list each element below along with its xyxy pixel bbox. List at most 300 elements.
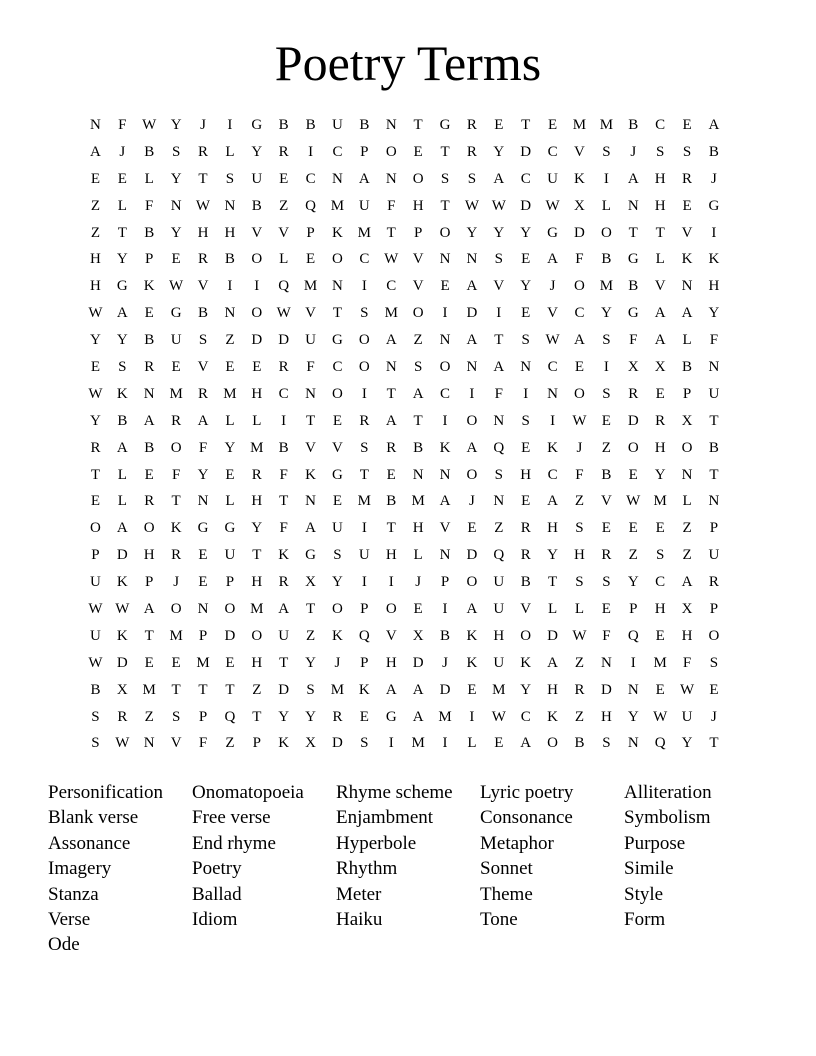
- grid-letter: R: [655, 412, 666, 429]
- grid-letter: L: [413, 547, 423, 564]
- grid-letter: B: [144, 143, 155, 160]
- word-list-item: Haiku: [336, 908, 383, 930]
- grid-letter: D: [520, 143, 532, 160]
- grid-letter: R: [466, 117, 477, 133]
- grid-letter: N: [439, 547, 451, 564]
- grid-letter: V: [305, 439, 316, 456]
- grid-letter: O: [627, 439, 639, 456]
- grid-letter: A: [305, 520, 316, 537]
- grid-letter: A: [493, 359, 505, 376]
- grid-letter: K: [332, 627, 343, 644]
- grid-letter: E: [574, 359, 585, 376]
- grid-letter: J: [468, 493, 475, 510]
- grid-letter: V: [385, 627, 397, 644]
- grid-letter: R: [171, 412, 182, 429]
- grid-letter: Z: [682, 520, 692, 537]
- grid-letter: B: [90, 681, 101, 698]
- grid-letter: N: [627, 197, 639, 214]
- grid-letter: A: [574, 332, 585, 349]
- grid-letter: C: [520, 170, 531, 187]
- grid-letter: Z: [279, 197, 289, 214]
- grid-letter: W: [545, 332, 560, 349]
- word-list-item: Rhythm: [336, 858, 398, 880]
- grid-letter: H: [547, 520, 558, 537]
- word-list-item: Alliteration: [624, 782, 712, 803]
- grid-letter: T: [171, 493, 181, 510]
- grid-letter: O: [708, 627, 720, 644]
- grid-letter: X: [681, 412, 693, 429]
- grid-letter: E: [655, 627, 665, 644]
- word-list-item: Imagery: [48, 858, 112, 880]
- grid-letter: N: [412, 466, 424, 483]
- grid-letter: O: [466, 412, 478, 429]
- grid-letter: E: [171, 251, 181, 268]
- grid-letter: P: [440, 574, 450, 591]
- grid-letter: E: [655, 681, 665, 698]
- grid-letter: O: [385, 601, 397, 618]
- grid-letter: P: [360, 601, 369, 618]
- grid-letter: L: [682, 493, 692, 510]
- grid-letter: T: [225, 681, 235, 698]
- grid-letter: A: [654, 332, 666, 349]
- grid-letter: B: [628, 117, 639, 133]
- grid-letter: C: [359, 251, 370, 268]
- grid-letter: S: [602, 574, 611, 591]
- grid-letter: N: [627, 681, 639, 698]
- grid-letter: S: [91, 735, 100, 752]
- grid-letter: K: [358, 681, 370, 698]
- grid-letter: G: [197, 520, 209, 537]
- grid-letter: K: [466, 654, 478, 671]
- grid-letter: U: [358, 197, 370, 214]
- grid-letter: Y: [305, 708, 316, 725]
- grid-letter: O: [224, 601, 236, 618]
- grid-letter: I: [442, 305, 448, 322]
- grid-letter: V: [412, 278, 424, 295]
- grid-letter: R: [278, 359, 289, 376]
- grid-letter: A: [412, 708, 424, 725]
- grid-letter: V: [305, 305, 316, 322]
- grid-letter: O: [520, 627, 532, 644]
- grid-letter: A: [547, 654, 558, 671]
- grid-letter: Y: [493, 224, 505, 241]
- grid-letter: Z: [574, 654, 585, 671]
- grid-letter: P: [198, 708, 208, 725]
- grid-letter: I: [469, 708, 475, 725]
- grid-letter: S: [602, 332, 611, 349]
- grid-letter: S: [602, 143, 611, 160]
- grid-letter: U: [708, 547, 720, 564]
- grid-letter: N: [197, 493, 209, 510]
- grid-letter: I: [388, 574, 394, 591]
- grid-letter: A: [547, 493, 558, 510]
- grid-letter: U: [224, 547, 236, 564]
- grid-letter: A: [385, 412, 397, 429]
- grid-letter: Z: [225, 735, 235, 752]
- grid-letter: N: [439, 251, 451, 268]
- grid-letter: Y: [90, 412, 101, 429]
- grid-letter: Y: [305, 654, 316, 671]
- grid-letter: S: [494, 251, 503, 268]
- grid-letter: E: [601, 520, 611, 537]
- grid-letter: E: [90, 359, 101, 376]
- grid-letter: K: [681, 251, 693, 268]
- grid-letter: E: [144, 654, 154, 671]
- grid-letter: J: [415, 574, 422, 591]
- grid-letter: Q: [224, 708, 236, 725]
- grid-letter: Y: [116, 332, 128, 349]
- grid-letter: H: [547, 681, 558, 698]
- grid-letter: E: [332, 493, 343, 510]
- grid-letter: E: [225, 466, 235, 483]
- grid-letter: U: [493, 654, 505, 671]
- grid-letter: N: [143, 385, 155, 402]
- grid-letter: Q: [493, 547, 505, 564]
- grid-letter: Y: [547, 547, 558, 564]
- grid-letter: S: [225, 170, 235, 187]
- grid-letter: D: [116, 654, 128, 671]
- grid-letter: I: [227, 278, 233, 295]
- grid-letter: E: [198, 574, 208, 591]
- grid-letter: E: [171, 654, 181, 671]
- grid-letter: T: [413, 117, 423, 133]
- grid-letter: P: [306, 224, 315, 241]
- word-list-item: Style: [624, 883, 664, 905]
- grid-letter: A: [385, 332, 397, 349]
- grid-letter: A: [466, 439, 478, 456]
- grid-letter: R: [278, 143, 289, 160]
- grid-letter: E: [198, 547, 208, 564]
- grid-letter: I: [469, 385, 475, 402]
- grid-letter: T: [252, 708, 262, 725]
- grid-letter: X: [116, 681, 128, 698]
- grid-letter: U: [358, 547, 370, 564]
- grid-letter: D: [332, 735, 343, 752]
- grid-letter: H: [412, 520, 424, 537]
- grid-letter: T: [655, 224, 665, 241]
- word-list-item: Rhyme scheme: [336, 782, 453, 803]
- grid-letter: U: [305, 332, 316, 349]
- grid-letter: L: [225, 143, 235, 160]
- grid-letter: R: [386, 439, 397, 456]
- grid-letter: B: [601, 466, 612, 483]
- grid-letter: G: [627, 305, 639, 322]
- grid-letter: M: [653, 654, 667, 671]
- grid-letter: O: [90, 520, 101, 537]
- grid-letter: L: [548, 601, 558, 618]
- grid-letter: B: [628, 278, 639, 295]
- grid-letter: Y: [466, 224, 478, 241]
- grid-letter: D: [251, 332, 263, 349]
- grid-letter: G: [305, 547, 316, 564]
- word-list-item: Metaphor: [480, 832, 554, 854]
- page-title: Poetry Terms: [274, 35, 542, 91]
- grid-letter: N: [197, 601, 209, 618]
- grid-letter: O: [332, 251, 343, 268]
- grid-letter: K: [520, 654, 532, 671]
- grid-letter: F: [575, 466, 584, 483]
- grid-letter: A: [547, 251, 558, 268]
- grid-letter: D: [412, 654, 424, 671]
- grid-letter: S: [467, 170, 477, 187]
- grid-letter: C: [655, 574, 666, 591]
- grid-letter: A: [466, 278, 478, 295]
- grid-letter: M: [357, 493, 372, 510]
- grid-letter: R: [682, 170, 693, 187]
- grid-letter: H: [654, 197, 666, 214]
- grid-letter: Q: [305, 197, 316, 214]
- grid-letter: B: [144, 332, 155, 349]
- grid-letter: W: [679, 681, 695, 698]
- grid-letter: L: [225, 412, 235, 429]
- grid-letter: R: [574, 681, 585, 698]
- grid-letter: M: [250, 439, 264, 456]
- grid-letter: H: [251, 574, 263, 591]
- grid-letter: O: [439, 224, 451, 241]
- word-list-item: Lyric poetry: [480, 782, 574, 803]
- grid-letter: Y: [681, 735, 693, 752]
- grid-letter: B: [144, 439, 155, 456]
- grid-letter: C: [520, 708, 531, 725]
- grid-letter: P: [198, 627, 208, 644]
- grid-letter: G: [332, 466, 343, 483]
- grid-letter: Z: [144, 708, 154, 725]
- grid-letter: R: [601, 547, 612, 564]
- grid-letter: U: [493, 574, 505, 591]
- grid-letter: E: [467, 681, 477, 698]
- grid-letter: Y: [224, 439, 236, 456]
- grid-letter: V: [600, 493, 612, 510]
- grid-letter: H: [520, 466, 532, 483]
- grid-letter: S: [198, 332, 208, 349]
- grid-letter: K: [439, 439, 451, 456]
- grid-letter: R: [520, 547, 531, 564]
- grid-letter: O: [412, 305, 424, 322]
- grid-letter: C: [655, 117, 666, 133]
- grid-letter: L: [117, 197, 127, 214]
- grid-letter: S: [333, 547, 342, 564]
- grid-letter: H: [143, 547, 155, 564]
- grid-letter: F: [494, 385, 503, 402]
- grid-letter: A: [412, 681, 424, 698]
- grid-letter: V: [547, 305, 558, 322]
- grid-letter: A: [681, 305, 693, 322]
- grid-letter: T: [359, 466, 369, 483]
- grid-letter: Z: [628, 547, 638, 564]
- grid-letter: R: [198, 385, 209, 402]
- grid-letter: Z: [90, 197, 101, 214]
- grid-letter: L: [655, 251, 665, 268]
- grid-letter: T: [386, 224, 396, 241]
- grid-letter: O: [466, 574, 478, 591]
- grid-letter: V: [251, 224, 263, 241]
- grid-letter: T: [279, 654, 289, 671]
- grid-letter: W: [626, 493, 641, 510]
- grid-letter: H: [654, 439, 666, 456]
- grid-letter: U: [547, 170, 558, 187]
- grid-letter: W: [88, 305, 103, 322]
- grid-letter: V: [493, 278, 505, 295]
- grid-letter: F: [171, 466, 181, 483]
- grid-letter: P: [360, 143, 369, 160]
- grid-letter: H: [654, 601, 666, 618]
- grid-letter: W: [491, 197, 506, 214]
- grid-letter: E: [601, 601, 611, 618]
- grid-letter: T: [305, 412, 316, 429]
- grid-letter: D: [439, 681, 451, 698]
- grid-letter: O: [385, 143, 397, 160]
- grid-letter: E: [386, 466, 396, 483]
- grid-letter: C: [547, 359, 558, 376]
- grid-letter: N: [305, 493, 316, 510]
- grid-letter: F: [118, 117, 127, 133]
- grid-letter: L: [117, 493, 127, 510]
- word-list-item: Verse: [48, 908, 91, 930]
- grid-letter: L: [117, 466, 127, 483]
- grid-letter: N: [224, 305, 236, 322]
- grid-letter: B: [708, 439, 719, 456]
- grid-letter: K: [547, 439, 558, 456]
- grid-letter: M: [169, 627, 183, 644]
- grid-letter: S: [360, 735, 369, 752]
- grid-letter: Y: [708, 305, 720, 322]
- grid-letter: L: [467, 735, 477, 752]
- grid-letter: R: [90, 439, 101, 456]
- grid-letter: M: [303, 278, 318, 295]
- grid-letter: V: [681, 224, 693, 241]
- grid-letter: E: [628, 466, 638, 483]
- grid-letter: G: [708, 197, 720, 214]
- grid-letter: H: [681, 627, 693, 644]
- grid-letter: C: [305, 170, 316, 187]
- grid-letter: F: [145, 197, 154, 214]
- grid-letter: C: [440, 385, 451, 402]
- grid-letter: F: [279, 466, 288, 483]
- grid-letter: P: [360, 654, 369, 671]
- grid-letter: I: [711, 224, 717, 241]
- grid-letter: M: [572, 117, 587, 133]
- grid-letter: Y: [520, 681, 532, 698]
- grid-letter: U: [332, 520, 343, 537]
- grid-letter: C: [574, 305, 585, 322]
- grid-letter: W: [491, 708, 506, 725]
- grid-letter: X: [305, 574, 316, 591]
- grid-letter: G: [332, 332, 343, 349]
- grid-letter: O: [143, 520, 155, 537]
- grid-letter: I: [361, 520, 367, 537]
- grid-letter: Y: [278, 708, 290, 725]
- grid-letter: E: [171, 359, 181, 376]
- grid-letter: B: [278, 439, 289, 456]
- grid-letter: W: [572, 627, 587, 644]
- grid-letter: J: [711, 708, 717, 725]
- grid-letter: E: [305, 251, 316, 268]
- grid-letter: J: [711, 170, 717, 187]
- grid-letter: A: [143, 412, 155, 429]
- grid-letter: Y: [654, 466, 666, 483]
- grid-letter: S: [360, 305, 369, 322]
- grid-letter: H: [197, 224, 209, 241]
- grid-letter: A: [90, 143, 101, 160]
- grid-letter: H: [385, 654, 397, 671]
- grid-letter: T: [386, 385, 396, 402]
- grid-letter: R: [144, 359, 155, 376]
- grid-letter: I: [496, 305, 502, 322]
- grid-letter: E: [655, 385, 665, 402]
- grid-letter: A: [439, 493, 451, 510]
- grid-letter: K: [466, 627, 478, 644]
- grid-letter: O: [251, 305, 263, 322]
- grid-letter: P: [709, 601, 719, 618]
- grid-letter: X: [412, 627, 424, 644]
- grid-letter: W: [464, 197, 479, 214]
- grid-letter: J: [576, 439, 583, 456]
- word-list-item: Enjambment: [336, 807, 434, 829]
- grid-letter: O: [358, 332, 370, 349]
- grid-letter: H: [251, 493, 263, 510]
- grid-letter: P: [629, 601, 638, 618]
- grid-letter: L: [682, 332, 692, 349]
- grid-letter: V: [197, 359, 209, 376]
- grid-letter: L: [225, 493, 235, 510]
- word-list-item: Assonance: [48, 832, 131, 854]
- grid-letter: N: [305, 385, 316, 402]
- grid-letter: N: [627, 735, 639, 752]
- grid-letter: R: [198, 251, 209, 268]
- grid-letter: D: [224, 627, 236, 644]
- grid-letter: L: [574, 601, 585, 618]
- grid-letter: R: [359, 412, 370, 429]
- grid-letter: A: [654, 305, 666, 322]
- word-list-item: Meter: [336, 883, 382, 905]
- grid-letter: I: [630, 654, 636, 671]
- grid-letter: S: [575, 574, 584, 591]
- grid-letter: I: [603, 170, 609, 187]
- grid-letter: E: [90, 493, 101, 510]
- grid-letter: E: [413, 143, 423, 160]
- grid-letter: K: [278, 547, 290, 564]
- grid-letter: N: [90, 117, 101, 133]
- grid-letter: T: [144, 627, 154, 644]
- grid-letter: T: [440, 143, 450, 160]
- grid-letter: M: [142, 681, 156, 698]
- grid-letter: G: [224, 520, 236, 537]
- grid-letter: W: [115, 735, 130, 752]
- grid-letter: V: [574, 143, 585, 160]
- grid-letter: O: [681, 439, 693, 456]
- grid-letter: T: [332, 305, 343, 322]
- grid-letter: T: [709, 412, 719, 429]
- grid-letter: F: [198, 735, 208, 752]
- grid-letter: I: [442, 735, 448, 752]
- grid-letter: S: [575, 520, 584, 537]
- grid-letter: M: [653, 493, 667, 510]
- grid-letter: Y: [170, 170, 182, 187]
- grid-letter: Z: [601, 439, 611, 456]
- word-list-item: Consonance: [480, 807, 573, 829]
- grid-letter: W: [545, 197, 560, 214]
- grid-letter: R: [171, 547, 182, 564]
- grid-letter: K: [305, 466, 316, 483]
- grid-letter: H: [493, 627, 505, 644]
- grid-letter: Z: [494, 520, 504, 537]
- grid-letter: M: [411, 735, 425, 752]
- grid-letter: E: [225, 654, 235, 671]
- grid-letter: K: [143, 278, 155, 295]
- grid-letter: I: [603, 359, 609, 376]
- grid-letter: S: [91, 708, 100, 725]
- grid-letter: J: [630, 143, 637, 160]
